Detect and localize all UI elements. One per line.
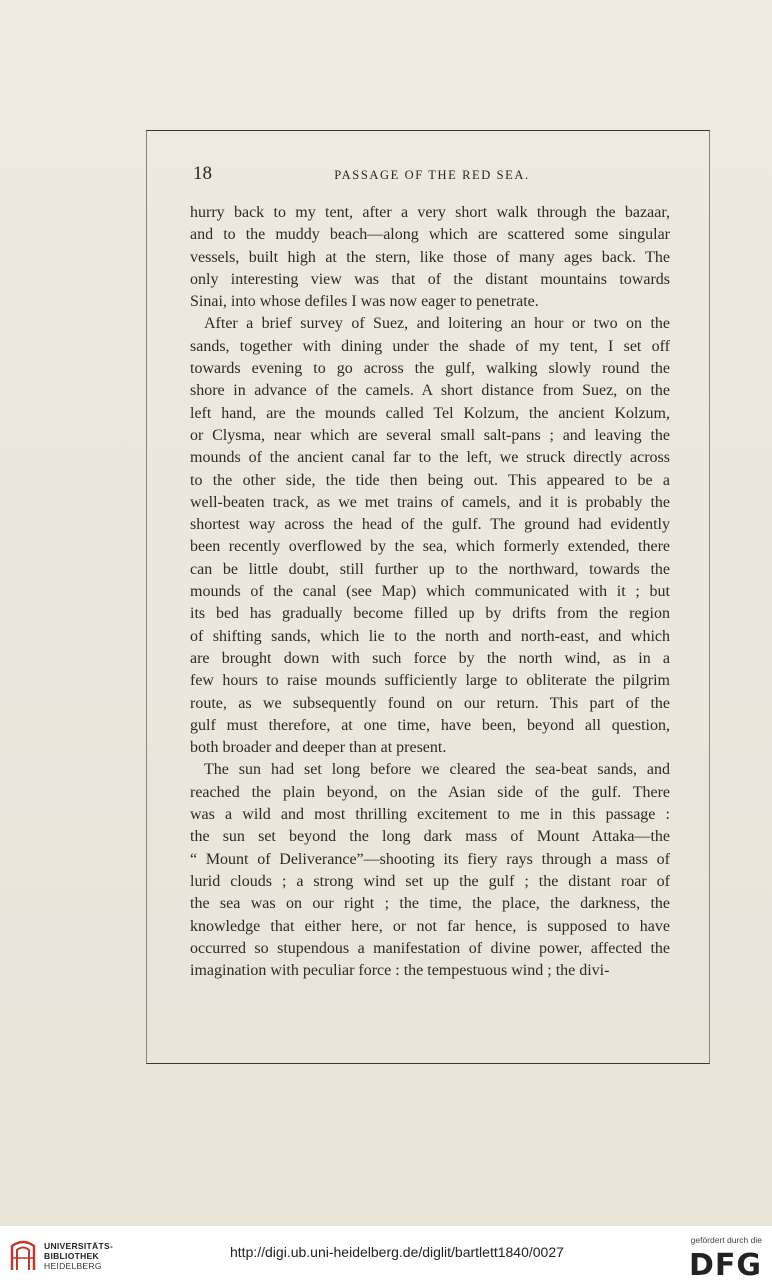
text-line: shortest way across the head of the gulf. The ground had evidently	[190, 516, 670, 534]
page-header	[193, 163, 671, 191]
permalink-url[interactable]: http://digi.ub.uni-heidelberg.de/diglit/bartlett1840/0027	[230, 1244, 564, 1260]
text-line: its bed has gradually become filled up by drifts from the region	[190, 605, 670, 623]
text-line: only interesting view was that of the distant mountains towards	[190, 270, 670, 288]
text-line: to the other side, the tide then being out. This appeared to be a	[190, 471, 670, 489]
text-line: of shifting sands, which lie to the north and north-east, and which	[190, 627, 670, 645]
text-line: and to the muddy beach—along which are scattered some singular	[190, 226, 670, 244]
text-line: the sun set beyond the long dark mass of Mount Attaka—the	[190, 828, 670, 846]
running-head: PASSAGE OF THE RED SEA.	[334, 168, 530, 182]
text-line: towards evening to go across the gulf, walking slowly round the	[190, 360, 670, 378]
text-line: been recently overflowed by the sea, which formerly extended, there	[190, 538, 670, 556]
paragraph	[190, 759, 670, 982]
paragraph	[190, 313, 670, 759]
dfg-logo: DFG	[688, 1248, 762, 1283]
text-line: “ Mount of Deliverance”—shooting its fiery rays through a mass of	[190, 850, 670, 868]
institution-line-2: BIBLIOTHEK	[44, 1251, 99, 1261]
text-line: mounds of the ancient canal far to the left, we struck directly across	[190, 449, 670, 467]
text-line: lurid clouds ; a strong wind set up the gulf ; the distant roar of	[190, 872, 670, 890]
institution-line-1: UNIVERSITÄTS-	[44, 1241, 114, 1251]
text-line: route, as we subsequently found on our return. This part of the	[190, 694, 670, 712]
text-line: imagination with peculiar force : the tempestuous wind ; the divi-	[190, 962, 610, 980]
text-line: Sinai, into whose defiles I was now eager to penetrate.	[190, 293, 539, 311]
text-line: or Clysma, near which are several small salt-pans ; and leaving the	[190, 426, 670, 444]
heidelberg-library-logo-icon	[8, 1236, 38, 1274]
digitization-footer	[0, 1226, 772, 1285]
text-line: sands, together with dining under the shade of my tent, I set off	[190, 337, 670, 355]
text-line: vessels, built high at the stern, like those of many ages back. The	[190, 248, 670, 266]
text-line: the sea was on our right ; the time, the place, the darkness, the	[190, 895, 670, 913]
text-line: shore in advance of the camels. A short distance from Suez, on the	[190, 382, 670, 400]
text-line: both broader and deeper than at present.	[190, 739, 447, 757]
institution-line-3: HEIDELBERG	[44, 1261, 102, 1271]
body-text	[190, 202, 670, 982]
text-line: are brought down with such force by the north wind, as in a	[190, 649, 670, 667]
page-number: 18	[193, 163, 212, 184]
text-line: left hand, are the mounds called Tel Kolzum, the ancient Kolzum,	[190, 404, 670, 422]
text-line: was a wild and most thrilling excitement to me in this passage :	[190, 806, 670, 824]
text-line: well-beaten track, as we met trains of camels, and it is probably the	[190, 493, 670, 511]
text-line: hurry back to my tent, after a very short walk through the bazaar,	[190, 204, 670, 221]
text-line: few hours to raise mounds sufficiently large to obliterate the pilgrim	[190, 672, 670, 690]
sponsor-note: gefördert durch die	[690, 1235, 762, 1245]
institution-name	[44, 1241, 113, 1271]
text-line: After a brief survey of Suez, and loitering an hour or two on the	[204, 315, 670, 333]
paragraph	[190, 202, 670, 313]
text-line: gulf must therefore, at one time, have been, beyond all question,	[190, 716, 670, 734]
text-line: mounds of the canal (see Map) which communicated with it ; but	[190, 583, 670, 601]
text-line: can be little doubt, still further up to the northward, towards the	[190, 560, 670, 578]
text-line: knowledge that either here, or not far hence, is supposed to have	[190, 917, 670, 935]
text-line: occurred so stupendous a manifestation of divine power, affected the	[190, 939, 670, 957]
text-line: reached the plain beyond, on the Asian side of the gulf. There	[190, 783, 670, 801]
text-line: The sun had set long before we cleared the sea-beat sands, and	[204, 761, 670, 779]
